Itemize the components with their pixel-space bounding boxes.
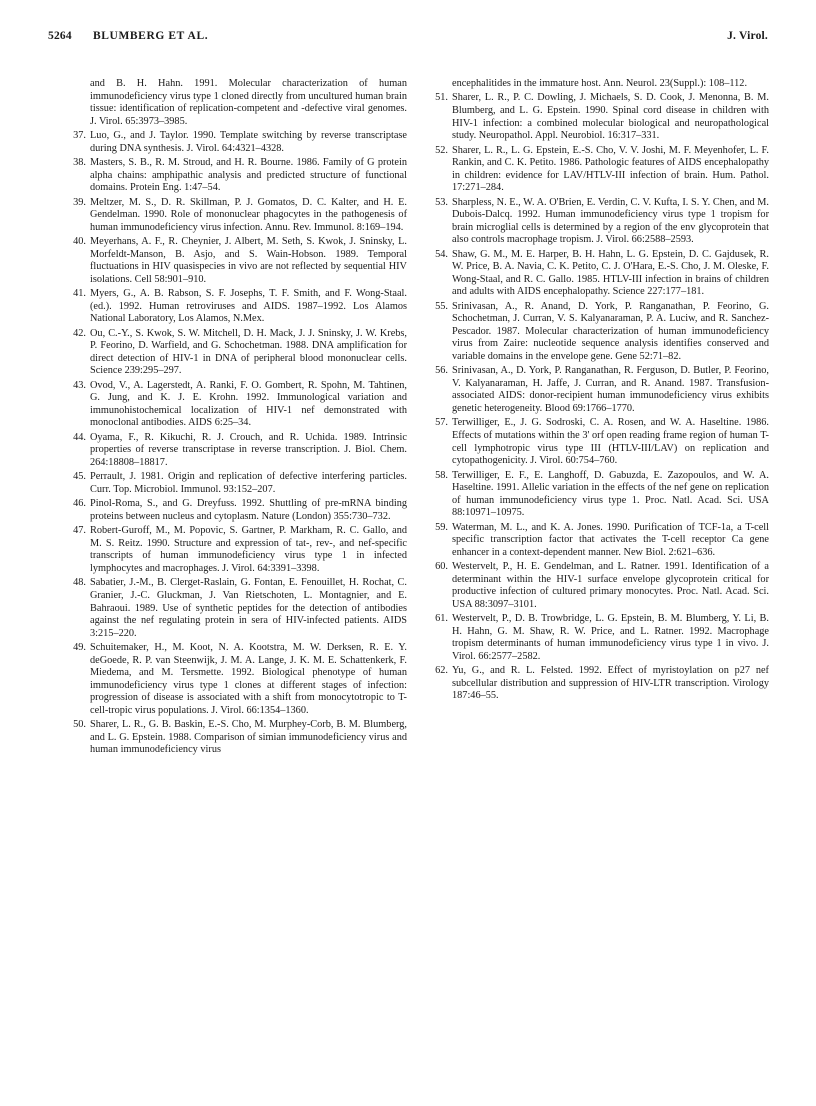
reference-column-left bbox=[66, 78, 407, 759]
reference-item bbox=[66, 328, 407, 378]
reference-item bbox=[66, 525, 407, 575]
reference-text: Srinivasan, A., D. York, P. Ranganathan, R. Ferguson, D. Butler, P. Feorino, V. Kalyanaraman, H. Jaffe, J. Curran, and R. Anand. 1987. Transfusion-associated AIDS: donor-recipient human immunodeficiency virus exhibits genetic heterogeneity. Blood 69:1766–1770. bbox=[452, 365, 769, 415]
reference-text: Sharpless, N. E., W. A. O'Brien, E. Verdin, C. V. Kufta, I. S. Y. Chen, and M. Dubois-Dalcq. 1992. Human immunodeficiency virus type 1 tropism for brain microglial cells is determined by a region of the env glycoprotein that also controls macrophage tropism. J. Virol. 66:2588–2593. bbox=[452, 196, 769, 246]
reference-number: 58. bbox=[435, 469, 448, 481]
reference-text: encephalitides in the immature host. Ann. Neurol. 23(Suppl.): 108–112. bbox=[452, 78, 748, 89]
reference-number: 41. bbox=[73, 288, 86, 300]
reference-number: 59. bbox=[435, 521, 448, 533]
reference-item bbox=[66, 236, 407, 286]
reference-item bbox=[66, 130, 407, 155]
reference-item bbox=[428, 561, 769, 611]
reference-number: 44. bbox=[73, 431, 86, 443]
reference-text: and B. H. Hahn. 1991. Molecular characterization of human immunodeficiency virus type 1 cloned directly from uncultured human brain tissue: identification of replication-competent and -defective viral genomes. J. Virol. 65:3973–3985. bbox=[90, 78, 407, 127]
reference-number: 45. bbox=[73, 471, 86, 483]
reference-text: Westervelt, P., D. B. Trowbridge, L. G. Epstein, B. M. Blumberg, Y. Li, B. H. Hahn, G. M. Shaw, R. W. Price, and L. Ratner. 1992. Macrophage tropism determinants of human immunodeficiency virus type 1 in vivo. J. Virol. 66:2577–2582. bbox=[452, 613, 769, 662]
reference-number: 62. bbox=[435, 665, 448, 677]
reference-number: 54. bbox=[435, 248, 448, 260]
reference-text: Sharer, L. R., G. B. Baskin, E.-S. Cho, M. Murphey-Corb, B. M. Blumberg, and L. G. Epstein. 1988. Comparison of simian immunodeficiency virus and human immunodeficiency virus bbox=[90, 719, 407, 756]
reference-number: 43. bbox=[73, 379, 86, 391]
reference-number: 40. bbox=[73, 236, 86, 248]
reference-number: 37. bbox=[73, 130, 86, 142]
reference-text: Waterman, M. L., and K. A. Jones. 1990. Purification of TCF-1a, a T-cell specific transcription factor that activates the T-cell receptor Ca gene enhancer in a context-dependent manner. New Biol. 2:621–636. bbox=[452, 521, 769, 558]
reference-number: 56. bbox=[435, 365, 448, 377]
reference-item bbox=[428, 249, 769, 299]
reference-text: Meyerhans, A. F., R. Cheynier, J. Albert, M. Seth, S. Kwok, J. Sninsky, L. Morfeldt-Manson, B. Asjo, and S. Wain-Hobson. 1989. Temporal fluctuations in HIV quasispecies in vivo are not reflected by sequential HIV isolations. Cell 58:901–910. bbox=[90, 236, 407, 285]
reference-item bbox=[428, 613, 769, 663]
reference-item bbox=[428, 78, 769, 91]
reference-item bbox=[66, 642, 407, 717]
reference-text: Sharer, L. R., L. G. Epstein, E.-S. Cho, V. V. Joshi, M. F. Meyenhofer, L. F. Rankin, and C. K. Petito. 1986. Pathologic features of AIDS encephalopathy in children: evidence for LAV/HTLV-III infection of brain. Hum. Pathol. 17:271–284. bbox=[452, 144, 769, 194]
reference-text: Shaw, G. M., M. E. Harper, B. H. Hahn, L. G. Epstein, D. C. Gajdusek, R. W. Price, B. A. Navia, C. K. Petito, C. J. O'Hara, E.-S. Cho, J. M. Oleske, F. Wong-Staal, and R. C. Gallo. 1985. HTLV-III infection in brains of children and adults with AIDS encephalopathy. Science 227:177–181. bbox=[452, 248, 769, 298]
reference-number: 50. bbox=[73, 719, 86, 731]
reference-item bbox=[428, 470, 769, 520]
reference-text: Sharer, L. R., P. C. Dowling, J. Michaels, S. D. Cook, J. Menonna, B. M. Blumberg, and L. G. Epstein. 1990. Spinal cord disease in children with HIV-1 infection: a combined molecular biological and neuropathological study. Neuropathol. Appl. Neurobiol. 16:317–331. bbox=[452, 92, 769, 142]
reference-text: Schuitemaker, H., M. Koot, N. A. Kootstra, M. W. Derksen, R. E. Y. deGoede, R. P. van Steenwijk, J. M. A. Lange, J. K. M. E. Schattenkerk, F. Miedema, and M. Tersmette. 1992. Biological phenotype of human immunodeficiency virus type 1 clones at different stages of infection: progression of disease is associated with a shift from monocytotropic to T-cell-tropic virus populations. J. Virol. 66:1354–1360. bbox=[90, 642, 407, 716]
reference-number: 60. bbox=[435, 561, 448, 573]
reference-number: 48. bbox=[73, 577, 86, 589]
reference-number: 61. bbox=[435, 613, 448, 625]
page-header bbox=[48, 30, 768, 50]
reference-item bbox=[66, 380, 407, 430]
journal-name: J. Virol. bbox=[727, 30, 768, 42]
reference-text: Masters, S. B., R. M. Stroud, and H. R. Bourne. 1986. Family of G protein alpha chains: amphipathic analysis and predicted structure of functional domains. Protein Eng. 1:47–54. bbox=[90, 157, 407, 194]
reference-number: 38. bbox=[73, 157, 86, 169]
reference-number: 49. bbox=[73, 642, 86, 654]
reference-number: 51. bbox=[435, 92, 448, 104]
reference-text: Oyama, F., R. Kikuchi, R. J. Crouch, and R. Uchida. 1989. Intrinsic properties of reverse transcriptase in reverse transcription. J. Biol. Chem. 264:18808–18817. bbox=[90, 431, 407, 468]
reference-text: Westervelt, P., H. E. Gendelman, and L. Ratner. 1991. Identification of a determinant within the HIV-1 surface envelope glycoprotein critical for productive infection of cultured primary monocytes. Proc. Natl. Acad. Sci. USA 88:3097–3101. bbox=[452, 561, 769, 610]
reference-item bbox=[66, 78, 407, 128]
reference-text: Sabatier, J.-M., B. Clerget-Raslain, G. Fontan, E. Fenouillet, H. Rochat, C. Granier, J.-C. Gluckman, J. Van Rietschoten, L. Montagnier, and E. Bahraoui. 1989. Use of synthetic peptides for the detection of antibodies against the nef regulating protein in sera of HIV-infected patients. AIDS 3:215–220. bbox=[90, 577, 407, 639]
page-number: 5264 bbox=[48, 30, 72, 42]
reference-number: 39. bbox=[73, 196, 86, 208]
reference-number: 55. bbox=[435, 300, 448, 312]
running-authors: BLUMBERG ET AL. bbox=[93, 30, 209, 42]
reference-text: Srinivasan, A., R. Anand, D. York, P. Ranganathan, P. Feorino, G. Schochetman, J. Curran, V. S. Kalyanaraman, P. A. Luciw, and R. Sanchez-Pescador. 1987. Molecular characterization of human immunodeficiency virus from Zaire: nucleotide sequence analysis identifies conserved and variable domains in the envelope gene. Gene 52:71–82. bbox=[452, 300, 769, 362]
reference-column-right bbox=[428, 78, 769, 705]
reference-text: Ovod, V., A. Lagerstedt, A. Ranki, F. O. Gombert, R. Spohn, M. Tahtinen, G. Jung, and K. J. E. Krohn. 1992. Immunological variation and immunohistochemical localization of HIV-1 nef demonstrated with monoclonal antibodies. AIDS 6:25–34. bbox=[90, 379, 407, 429]
reference-number: 57. bbox=[435, 417, 448, 429]
reference-item bbox=[428, 301, 769, 364]
reference-item bbox=[66, 719, 407, 757]
reference-item bbox=[66, 471, 407, 496]
reference-item bbox=[428, 417, 769, 467]
reference-item bbox=[428, 522, 769, 560]
reference-number: 47. bbox=[73, 525, 86, 537]
reference-item bbox=[428, 665, 769, 703]
reference-text: Ou, C.-Y., S. Kwok, S. W. Mitchell, D. H. Mack, J. J. Sninsky, J. W. Krebs, P. Feorino, D. Warfield, and G. Schochetman. 1988. DNA amplification for direct detection of HIV-1 in DNA of peripheral blood mononuclear cells. Science 239:295–297. bbox=[90, 327, 407, 377]
reference-text: Pinol-Roma, S., and G. Dreyfuss. 1992. Shuttling of pre-mRNA binding proteins between nucleus and cytoplasm. Nature (London) 355:730–732. bbox=[90, 498, 407, 522]
reference-item bbox=[428, 92, 769, 142]
reference-text: Perrault, J. 1981. Origin and replication of defective interfering particles. Curr. Top. Microbiol. Immunol. 93:152–207. bbox=[90, 471, 407, 495]
reference-text: Yu, G., and R. L. Felsted. 1992. Effect of myristoylation on p27 nef subcellular distribution and suppression of HIV-LTR transcription. Virology 187:46–55. bbox=[452, 665, 769, 702]
reference-item bbox=[66, 288, 407, 326]
reference-item bbox=[66, 197, 407, 235]
reference-number: 53. bbox=[435, 196, 448, 208]
reference-item bbox=[66, 432, 407, 470]
reference-text: Terwilliger, E., J. G. Sodroski, C. A. Rosen, and W. A. Haseltine. 1986. Effects of mutations within the 3' orf open reading frame region of human T-cell lymphotropic virus type III (HTLV-III/LAV) on replication and cytopathogenicity. J. Virol. 60:754–760. bbox=[452, 417, 769, 467]
reference-item bbox=[66, 157, 407, 195]
reference-item bbox=[428, 145, 769, 195]
reference-item bbox=[66, 498, 407, 523]
reference-text: Myers, G., A. B. Rabson, S. F. Josephs, T. F. Smith, and F. Wong-Staal. (ed.). 1992. Human retroviruses and AIDS. 1987–1992. Los Alamos National Laboratory, Los Alamos, N.Mex. bbox=[90, 288, 407, 325]
reference-number: 42. bbox=[73, 327, 86, 339]
reference-item bbox=[428, 365, 769, 415]
reference-number: 52. bbox=[435, 144, 448, 156]
reference-text: Robert-Guroff, M., M. Popovic, S. Gartner, P. Markham, R. C. Gallo, and M. S. Reitz. 1990. Structure and expression of tat-, rev-, and nef-specific transcripts of human immunodeficiency virus type 1 in infected lymphocytes and macrophages. J. Virol. 64:3391–3398. bbox=[90, 525, 407, 575]
reference-text: Luo, G., and J. Taylor. 1990. Template switching by reverse transcriptase during DNA synthesis. J. Virol. 64:4321–4328. bbox=[90, 130, 407, 154]
reference-item bbox=[428, 197, 769, 247]
reference-text: Terwilliger, E. F., E. Langhoff, D. Gabuzda, E. Zazopoulos, and W. A. Haseltine. 1991. Allelic variation in the effects of the nef gene on replication of human immunodeficiency virus type 1. Proc. Natl. Acad. Sci. USA 88:10971–10975. bbox=[452, 469, 769, 519]
reference-text: Meltzer, M. S., D. R. Skillman, P. J. Gomatos, D. C. Kalter, and H. E. Gendelman. 1990. Role of mononuclear phagocytes in the pathogenesis of human immunodeficiency virus infection. Annu. Rev. Immunol. 8:169–194. bbox=[90, 196, 407, 233]
reference-number: 46. bbox=[73, 498, 86, 510]
reference-item bbox=[66, 577, 407, 640]
